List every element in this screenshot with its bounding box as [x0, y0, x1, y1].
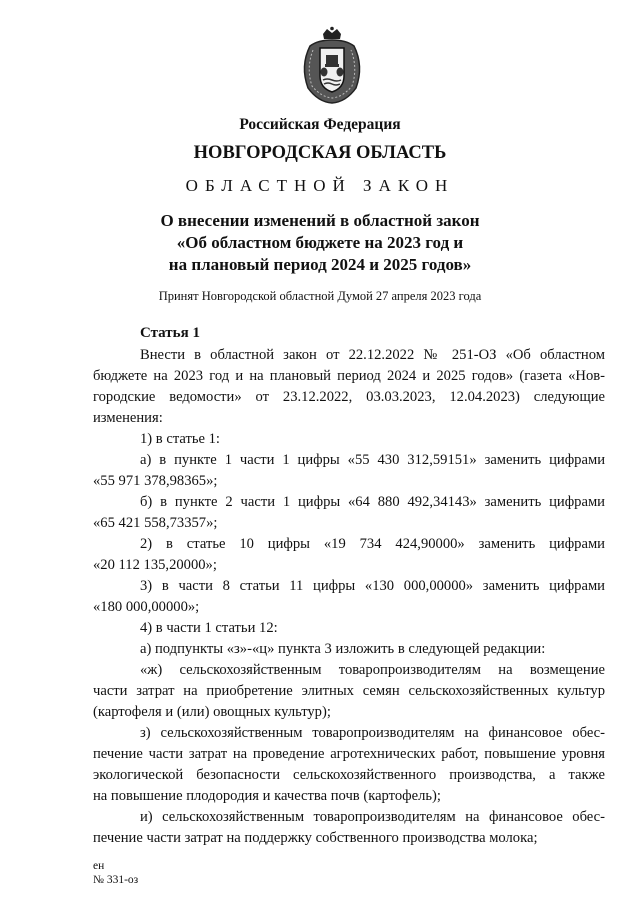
- text-line: «20 112 135,20000»;: [93, 557, 217, 573]
- text-line: 4) в части 1 статьи 12:: [140, 620, 278, 636]
- law-title-line-1: О внесении изменений в областной закон: [160, 211, 480, 230]
- text-line: 1) в статье 1:: [140, 431, 220, 447]
- text-line: б) в пункте 2 части 1 цифры «64 880 492,34143» заменить цифрами: [140, 494, 605, 510]
- text-line: а) подпункты «з»-«ц» пункта 3 изложить в следующей редакции:: [140, 641, 546, 657]
- text-line: на повышение плодородия и качества почв (картофель);: [93, 788, 441, 804]
- text-line: 2) в статье 10 цифры «19 734 424,90000» заменить цифрами: [140, 536, 605, 552]
- text-line: з) сельскохозяйственным товаропроизводителям на финансовое обес-: [140, 725, 605, 741]
- text-line: изменения:: [93, 410, 163, 426]
- text-line: городские ведомости» от 23.12.2022, 03.03.2023, 12.04.2023) следующие: [93, 389, 605, 405]
- text-line: (картофеля и (или) овощных культур);: [93, 704, 331, 720]
- law-title-line-2: «Об областном бюджете на 2023 год и: [176, 233, 464, 252]
- adoption-note: Принят Новгородской областной Думой 27 апреля 2023 года: [158, 289, 482, 303]
- law-type: ОБЛАСТНОЙ ЗАКОН: [185, 176, 455, 195]
- law-title-line-3: на плановый период 2024 и 2025 годов»: [168, 255, 472, 274]
- region-name: НОВГОРОДСКАЯ ОБЛАСТЬ: [193, 143, 447, 163]
- text-line: «55 971 378,98365»;: [93, 473, 218, 489]
- text-line: «65 421 558,73357»;: [93, 515, 218, 531]
- text-line: а) в пункте 1 части 1 цифры «55 430 312,59151» заменить цифрами: [140, 452, 605, 468]
- article-heading: Статья 1: [140, 325, 200, 341]
- text-line: 3) в части 8 статьи 11 цифры «130 000,00000» заменить цифрами: [140, 578, 605, 594]
- text-line: печение части затрат на поддержку собственного производства молока;: [93, 830, 538, 846]
- coat-of-arms-emblem: [296, 26, 368, 104]
- text-line: «ж) сельскохозяйственным товаропроизводителям на возмещение: [140, 662, 605, 678]
- footer-law-number: № 331-оз: [93, 874, 139, 886]
- footer-initials: ен: [93, 860, 105, 872]
- text-line: части затрат на приобретение элитных семян сельскохозяйственных культур: [93, 683, 605, 699]
- text-line: Внести в областной закон от 22.12.2022 № 251-ОЗ «Об областном: [140, 347, 605, 363]
- text-line: и) сельскохозяйственным товаропроизводителям на финансовое обес-: [140, 809, 605, 825]
- text-line: печение части затрат на проведение агротехнических работ, повышение уровня: [93, 746, 605, 762]
- text-line: «180 000,00000»;: [93, 599, 200, 615]
- text-line: экологической безопасности сельскохозяйственного производства, а также: [93, 767, 605, 783]
- federation-name: Российская Федерация: [239, 116, 401, 133]
- text-line: бюджете на 2023 год и на плановый период 2024 и 2025 годов» (газета «Нов-: [93, 368, 605, 384]
